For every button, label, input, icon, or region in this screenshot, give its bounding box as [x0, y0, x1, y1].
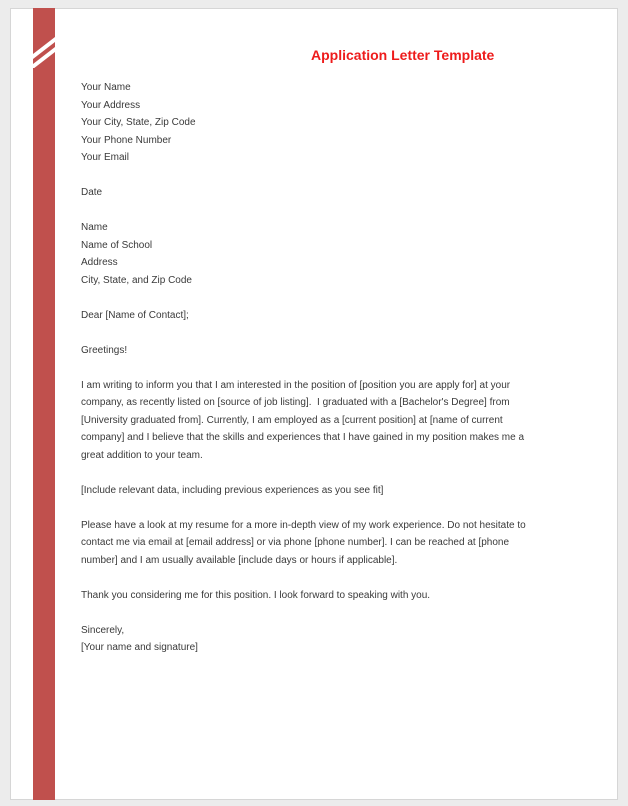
letter-line: Your Name	[81, 82, 131, 93]
letter-line: number] and I am usually available [include days or hours if applicable].	[81, 554, 398, 566]
document-page	[10, 8, 618, 800]
letter-line: [Your name and signature]	[81, 642, 198, 653]
letter-line: Name of School	[81, 239, 153, 251]
letter-line: Thank you considering me for this position. I look forward to speaking with you.	[81, 589, 431, 601]
letter-line: company, as recently listed on [source of job listing]. I graduated with a [Bachelor's Degree] from	[81, 397, 510, 408]
blank-line	[81, 167, 551, 185]
letter-line: Dear [Name of Contact];	[81, 309, 189, 321]
letter-line: Greetings!	[81, 344, 128, 356]
letter-line: Sincerely,	[81, 624, 125, 636]
letter-line: Address	[81, 257, 118, 268]
blank-line	[81, 569, 551, 587]
letter-line: Your Email	[81, 152, 129, 163]
letter-line: Your Phone Number	[81, 134, 172, 146]
letter-line: company] and I believe that the skills and experiences that I have gained in my position makes me a	[81, 432, 525, 443]
diagonal-stripes-icon	[33, 8, 55, 68]
blank-line	[81, 324, 551, 342]
letter-line: Date	[81, 187, 103, 198]
blank-line	[81, 499, 551, 517]
blank-line	[81, 464, 551, 482]
letter-line: City, State, and Zip Code	[81, 274, 192, 286]
letter-line: great addition to your team.	[81, 449, 203, 461]
letter-line: Name	[81, 222, 108, 233]
decorative-side-band	[33, 8, 55, 800]
letter-line: [Include relevant data, including previous experiences as you see fit]	[81, 484, 384, 496]
blank-line	[81, 604, 551, 622]
letter-line: contact me via email at [email address] or via phone [phone number]. I can be reached at [phone	[81, 537, 510, 548]
letter-line: Your City, State, Zip Code	[81, 117, 196, 128]
blank-line	[81, 202, 551, 220]
blank-line	[81, 289, 551, 307]
letter-line: Please have a look at my resume for a more in-depth view of my work experience. Do not hesitate to	[81, 519, 526, 531]
letter-line: I am writing to inform you that I am interested in the position of [position you are apply for] at your	[81, 379, 511, 391]
letter-line: [University graduated from]. Currently, I am employed as a [current position] at [name of current	[81, 414, 503, 426]
letter-line: Your Address	[81, 99, 141, 111]
letter-body	[81, 79, 551, 657]
blank-line	[81, 359, 551, 377]
document-title: Application Letter Template	[311, 47, 495, 63]
